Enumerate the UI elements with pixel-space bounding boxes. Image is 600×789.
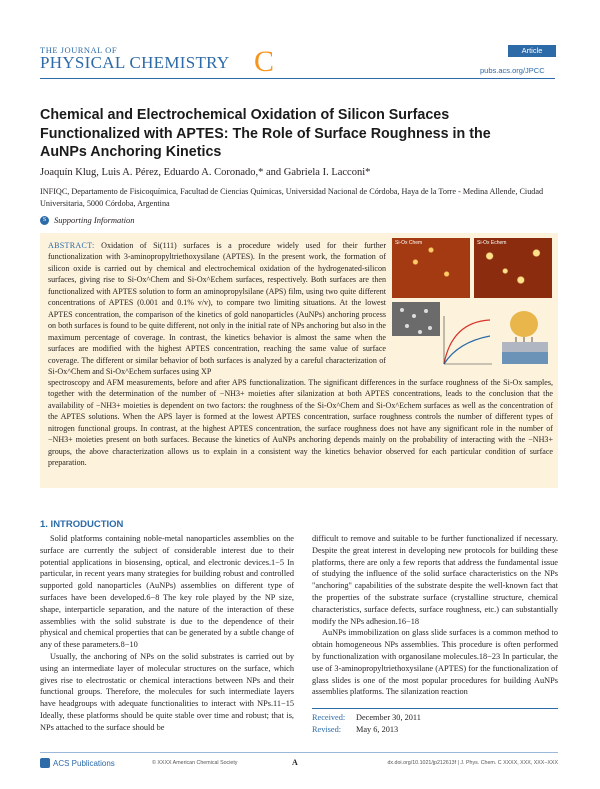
journal-url[interactable]: pubs.acs.org/JPCC <box>480 66 545 75</box>
abstract-label: ABSTRACT: <box>48 241 95 250</box>
header-divider <box>40 78 555 79</box>
copyright: © XXXX American Chemical Society <box>152 760 238 766</box>
page-footer <box>40 752 558 768</box>
intro-paragraph-1: Solid platforms containing noble-metal nanoparticles assemblies on the surface are currently the subject of considerable interest due to their potential applications in biosensing, optical, and electronic devices.1−5 In particular, in recent years many strategies for building robust and controlled supported gold nanoparticles (AuNPs) assemblies on different type of surfaces have been developed.6−8 The key role played by the NP size, shape, interparticle separation, and the nature of the interaction of these assemblies with the solid substrate is due to the dependence of their physical and chemical properties that can be generated by a subtle change of any of these parameters.8−10 <box>40 534 294 650</box>
supporting-info-icon: S <box>40 216 49 225</box>
publisher-name: ACS Publications <box>53 758 115 768</box>
publisher-logo <box>40 758 115 768</box>
kinetics-curve-2 <box>444 336 490 364</box>
left-column <box>40 533 294 734</box>
acs-icon <box>40 758 50 768</box>
received-date: December 30, 2011 <box>356 713 421 722</box>
toc-graphic <box>392 238 554 370</box>
supporting-info-label: Supporting Information <box>54 215 135 225</box>
abstract-text-wide: spectroscopy and AFM measurements, before and after APS functionalization. The significant differences in the surface roughness of the Si-Ox samples, together with the determination of the number of −NH3+ moieties after silanization at both APTES concentrations, leads to the conclusion that the availability of −NH3+ moieties is dependent on two factors: the roughness of the Si-Ox^Chem and Si-Ox^Echem surfaces as well as the concentration of the APTES solutions. When the APS layer is formed at the lowest APTES concentration, surface roughness controls the number of different types of nitrogen functional groups. In contrast, at the highest APTES concentration, the surface roughness does not have any significant role in the number of −NH3+ moieties present on both surfaces. Because the kinetics of AuNPs anchoring depends mainly on the probability of interacting with the −NH3+ groups, the above characterization allows us to explain in a consistent way the kinetics behavior observed for each particular condition of surface preparation. <box>48 378 553 468</box>
afm-label-chem: Si-Ox Chem <box>395 240 423 246</box>
doi-citation[interactable]: dx.doi.org/10.1021/jp212613f | J. Phys. Chem. C XXXX, XXX, XXX−XXX <box>387 760 558 766</box>
intro-paragraph-4: AuNPs immobilization on glass slide surfaces is a common method to obtain homogeneous NPs assemblies. This procedure is often performed by functionalization with organosilane molecules.18−23 In particular, the use of 3-aminopropyltriethoxysilane (APTES) for the functionalization of glass slides is one of the most popular procedures for building AuNPs assemblies platforms. The silanization reaction <box>312 628 558 697</box>
intro-paragraph-3: difficult to remove and suitable to be further functionalized if necessary. Despite the great interest in developing new protocols for building these platforms, there are only a few reports that address the fundamental issue of studying the influence of the solid surface characteristics on the NPs "anchoring" capabilities of the substrate despite the well-known fact that the properties of the substrate surface (crystalline structure, chemical characteristics, surface defects, surface roughness, etc.) can substantially modify the NPs adhesion.16−18 <box>312 534 558 626</box>
article-tag: Article <box>508 45 556 57</box>
section-heading: 1. INTRODUCTION <box>40 519 124 530</box>
supporting-information-link[interactable] <box>40 215 135 225</box>
affiliation: INFIQC, Departamento de Fisicoquímica, Facultad de Ciencias Químicas, Universidad Nacional de Córdoba, Haya de la Torre - Medina Allende, Ciudad Universitaria, 5000 Córdoba, Argentina <box>40 187 544 208</box>
journal-logo <box>40 45 275 78</box>
kinetics-illustration <box>392 302 554 370</box>
kinetics-curve-1 <box>444 320 490 364</box>
revised-label: Revised: <box>312 724 342 734</box>
journal-letter: C <box>254 45 275 78</box>
abstract-narrow: Oxidation of Si(111) surfaces is a procedure widely used for their further functionalization with 3-aminopropyltriethoxysilane (APTES). In the present work, the formation of silicon oxide is carried out by chemical and electrochemical oxidation of the hydrogenated-silicon surfaces, giving rise to Si-Ox^Chem and Si-Ox^Echem surfaces, respectively. Both surfaces are then functionalized with APTES solution to form an aminopropylsilane (APS) film, using two quite different concentrations of APTES (0.001 and 0.1% v/v), to compare two limiting situations. At the lowest APTES concentration, the comparison of the kinetics of gold nanoparticles (AuNPs) anchoring process on both surfaces is found to be quite different, not only in the initial rate of NPs anchoring but also in the maximum percentage of coverage. In contrast, the kinetics behavior is almost the same when the surfaces are modified with the highest APTES concentration, reaching the same value of surface coverage. The different or similar behavior of both surfaces is analyzed by a careful characterization of Si-Ox^Chem and Si-Ox^Echem surfaces using XP <box>48 241 386 376</box>
afm-image-chem <box>392 238 470 298</box>
dates-divider <box>312 708 558 709</box>
afm-image-echem <box>474 238 552 298</box>
intro-paragraph-2: Usually, the anchoring of NPs on the solid substrates is carried out by using an intermediate layer of molecular structures on the surface, which gives rise to electrostatic or chemical interactions between NPs and their functional groups. Therefore, the molecules for such intermediate layers have headgroups with adequate functionalities to interact with NPs.11−15 Ideally, these platforms should be quite stable over time and robust; that is, NPs attached to the surface should be <box>40 651 294 732</box>
silicon-substrate <box>502 342 548 352</box>
author-list: Joaquín Klug, Luis A. Pérez, Eduardo A. Coronado,* and Gabriela I. Lacconi* <box>40 167 371 178</box>
right-column <box>312 533 558 698</box>
gold-nanoparticle <box>510 311 538 337</box>
journal-small-title: THE JOURNAL OF <box>40 45 118 55</box>
abstract-text <box>48 240 386 377</box>
page-number: A <box>292 758 298 767</box>
afm-label-echem: Si-Ox Echem <box>477 240 507 246</box>
revised-date: May 6, 2013 <box>356 724 399 734</box>
journal-big-title: PHYSICAL CHEMISTRY <box>40 53 230 72</box>
paper-title: Chemical and Electrochemical Oxidation of Silicon Surfaces Functionalized with APTES: The Role of Surface Roughness in the AuNPs Anchoring Kinetics <box>40 107 491 160</box>
received-label: Received: <box>312 713 346 722</box>
article-dates <box>312 712 558 735</box>
sem-image <box>392 302 440 336</box>
